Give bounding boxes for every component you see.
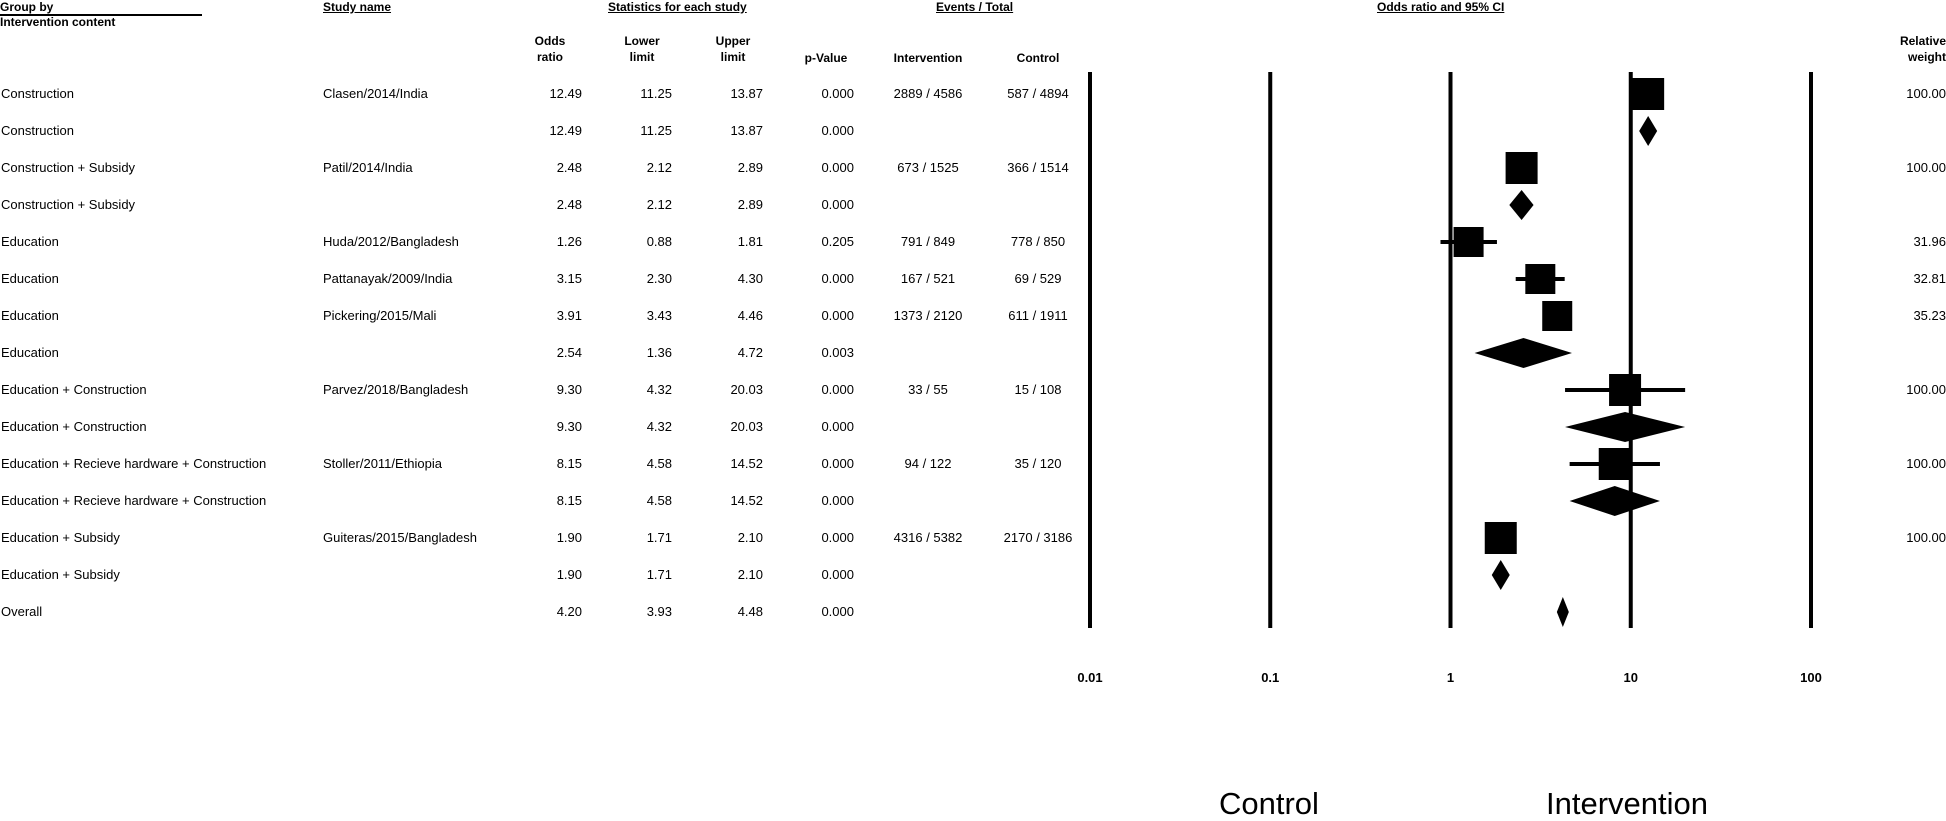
group-cell: Education	[1, 345, 59, 360]
study-cell: Clasen/2014/India	[323, 86, 428, 101]
lower-limit-cell: 2.30	[646, 271, 672, 286]
control-events-cell: 15 / 108	[1014, 382, 1062, 397]
lower-limit-header-1: Lower	[624, 34, 660, 48]
study-square-marker	[1599, 448, 1631, 480]
or-ci-header: Odds ratio and 95% CI	[1377, 0, 1505, 14]
upper-limit-cell: 2.89	[737, 197, 763, 212]
odds-ratio-cell: 8.15	[556, 456, 582, 471]
upper-limit-cell: 4.48	[737, 604, 763, 619]
intervention-events-cell: 33 / 55	[908, 382, 948, 397]
study-square-marker	[1632, 78, 1664, 110]
group-cell: Education + Construction	[1, 382, 147, 397]
lower-limit-cell: 4.32	[646, 382, 672, 397]
p-value-cell: 0.000	[821, 160, 854, 175]
odds-ratio-cell: 1.90	[556, 567, 582, 582]
group-cell: Education + Subsidy	[1, 530, 120, 545]
upper-limit-cell: 20.03	[730, 419, 763, 434]
odds-ratio-cell: 1.90	[556, 530, 582, 545]
events-total-header: Events / Total	[936, 0, 1014, 14]
group-cell: Education	[1, 234, 59, 249]
study-square-marker	[1506, 152, 1538, 184]
p-value-cell: 0.000	[821, 271, 854, 286]
intervention-events-cell: 791 / 849	[900, 234, 956, 249]
subgroup-diamond-marker	[1570, 486, 1660, 516]
odds-ratio-cell: 8.15	[556, 493, 582, 508]
study-name-header: Study name	[323, 0, 392, 14]
study-cell: Pattanayak/2009/India	[323, 271, 453, 286]
group-cell: Overall	[1, 604, 43, 619]
p-value-header: p-Value	[804, 51, 848, 65]
lower-limit-cell: 1.36	[646, 345, 672, 360]
intervention-events-cell: 2889 / 4586	[893, 86, 963, 101]
lower-limit-cell: 1.71	[646, 530, 672, 545]
group-cell: Construction	[1, 123, 74, 138]
p-value-cell: 0.000	[821, 419, 854, 434]
lower-limit-cell: 4.32	[646, 419, 672, 434]
statistics-header: Statistics for each study	[608, 0, 747, 14]
upper-limit-cell: 2.10	[737, 567, 763, 582]
upper-limit-cell: 13.87	[730, 86, 763, 101]
study-square-marker	[1525, 264, 1555, 294]
p-value-cell: 0.000	[821, 567, 854, 582]
control-events-cell: 611 / 1911	[1008, 308, 1068, 323]
subgroup-diamond-marker	[1639, 116, 1657, 146]
subgroup-diamond-marker	[1565, 412, 1685, 442]
tick-label: 0.01	[1077, 670, 1103, 685]
upper-limit-cell: 13.87	[730, 123, 763, 138]
control-events-cell: 366 / 1514	[1007, 160, 1069, 175]
p-value-cell: 0.000	[821, 86, 854, 101]
lower-limit-cell: 11.25	[640, 123, 672, 138]
p-value-cell: 0.000	[821, 456, 854, 471]
relative-weight-cell: 100.00	[1906, 86, 1946, 101]
lower-limit-cell: 3.93	[646, 604, 672, 619]
lower-limit-cell: 4.58	[646, 493, 672, 508]
overall-diamond-marker	[1557, 597, 1569, 627]
p-value-cell: 0.000	[821, 308, 854, 323]
odds-ratio-header-2: ratio	[536, 50, 563, 64]
upper-limit-cell: 20.03	[730, 382, 763, 397]
group-by-header: Group by	[0, 0, 54, 14]
intervention-side-label: Intervention	[1546, 786, 1708, 821]
control-events-cell: 587 / 4894	[1007, 86, 1069, 101]
odds-ratio-cell: 2.48	[556, 160, 582, 175]
study-cell: Huda/2012/Bangladesh	[323, 234, 459, 249]
study-cell: Guiteras/2015/Bangladesh	[323, 530, 477, 545]
intervention-header: Intervention	[893, 51, 963, 65]
group-cell: Construction + Subsidy	[1, 160, 136, 175]
relative-weight-header-1: Relative	[1899, 34, 1946, 48]
group-cell: Construction	[1, 86, 74, 101]
group-cell: Education + Construction	[1, 419, 147, 434]
p-value-cell: 0.000	[821, 530, 854, 545]
control-events-cell: 35 / 120	[1014, 456, 1062, 471]
study-cell: Patil/2014/India	[323, 160, 413, 175]
upper-limit-cell: 4.46	[737, 308, 763, 323]
group-cell: Education + Recieve hardware + Construction	[1, 456, 267, 471]
odds-ratio-cell: 1.26	[556, 234, 582, 249]
odds-ratio-cell: 9.30	[556, 419, 582, 434]
subgroup-diamond-marker	[1492, 560, 1510, 590]
tick-label: 0.1	[1261, 670, 1280, 685]
upper-limit-cell: 1.81	[737, 234, 763, 249]
lower-limit-cell: 0.88	[646, 234, 672, 249]
odds-ratio-cell: 9.30	[556, 382, 582, 397]
group-cell: Construction + Subsidy	[1, 197, 136, 212]
lower-limit-cell: 4.58	[646, 456, 672, 471]
intervention-events-cell: 4316 / 5382	[893, 530, 963, 545]
control-events-cell: 2170 / 3186	[1003, 530, 1073, 545]
lower-limit-header-2: limit	[629, 50, 655, 64]
p-value-cell: 0.000	[821, 123, 854, 138]
tick-label: 10	[1623, 670, 1638, 685]
lower-limit-cell: 3.43	[646, 308, 672, 323]
control-events-cell: 69 / 529	[1014, 271, 1062, 286]
group-cell: Education	[1, 308, 59, 323]
relative-weight-cell: 100.00	[1906, 382, 1946, 397]
study-cell: Parvez/2018/Bangladesh	[323, 382, 469, 397]
intervention-events-cell: 673 / 1525	[897, 160, 959, 175]
upper-limit-cell: 4.30	[737, 271, 763, 286]
p-value-cell: 0.000	[821, 197, 854, 212]
subgroup-diamond-marker	[1475, 338, 1572, 368]
upper-limit-cell: 14.52	[730, 456, 763, 471]
tick-label: 1	[1446, 670, 1455, 685]
control-events-cell: 778 / 850	[1010, 234, 1066, 249]
relative-weight-cell: 100.00	[1906, 160, 1946, 175]
intervention-events-cell: 94 / 122	[904, 456, 952, 471]
intervention-events-cell: 167 / 521	[900, 271, 956, 286]
p-value-cell: 0.205	[821, 234, 854, 249]
relative-weight-cell: 31.96	[1913, 234, 1946, 249]
upper-limit-cell: 14.52	[730, 493, 763, 508]
study-cell: Pickering/2015/Mali	[323, 308, 437, 323]
study-square-marker	[1542, 301, 1572, 331]
tick-label: 100	[1800, 670, 1822, 685]
p-value-cell: 0.003	[821, 345, 854, 360]
group-cell: Education	[1, 271, 59, 286]
intervention-content-header: Intervention content	[0, 15, 116, 29]
p-value-cell: 0.000	[821, 493, 854, 508]
upper-limit-cell: 2.89	[737, 160, 763, 175]
relative-weight-cell: 100.00	[1906, 530, 1946, 545]
lower-limit-cell: 11.25	[640, 86, 672, 101]
upper-limit-cell: 2.10	[737, 530, 763, 545]
p-value-cell: 0.000	[821, 382, 854, 397]
study-cell: Stoller/2011/Ethiopia	[323, 456, 443, 471]
p-value-cell: 0.000	[821, 604, 854, 619]
study-square-marker	[1609, 374, 1641, 406]
odds-ratio-cell: 12.49	[549, 86, 582, 101]
intervention-events-cell: 1373 / 2120	[893, 308, 963, 323]
odds-ratio-header-1: Odds	[534, 34, 566, 48]
control-header: Control	[1016, 51, 1060, 65]
lower-limit-cell: 2.12	[646, 197, 672, 212]
upper-limit-header-2: limit	[720, 50, 746, 64]
group-cell: Education + Subsidy	[1, 567, 120, 582]
odds-ratio-cell: 2.48	[556, 197, 582, 212]
lower-limit-cell: 2.12	[646, 160, 672, 175]
relative-weight-cell: 100.00	[1906, 456, 1946, 471]
control-side-label: Control	[1219, 786, 1319, 821]
upper-limit-header-1: Upper	[715, 34, 751, 48]
odds-ratio-cell: 3.91	[556, 308, 582, 323]
study-square-marker	[1454, 227, 1484, 257]
relative-weight-cell: 35.23	[1913, 308, 1946, 323]
odds-ratio-cell: 3.15	[556, 271, 582, 286]
relative-weight-header-2: weight	[1908, 50, 1946, 64]
lower-limit-cell: 1.71	[646, 567, 672, 582]
odds-ratio-cell: 2.54	[556, 345, 582, 360]
group-cell: Education + Recieve hardware + Construction	[1, 493, 267, 508]
study-square-marker	[1485, 522, 1517, 554]
relative-weight-cell: 32.81	[1913, 271, 1946, 286]
odds-ratio-cell: 12.49	[549, 123, 582, 138]
odds-ratio-cell: 4.20	[556, 604, 582, 619]
subgroup-diamond-marker	[1509, 190, 1533, 220]
upper-limit-cell: 4.72	[737, 345, 763, 360]
